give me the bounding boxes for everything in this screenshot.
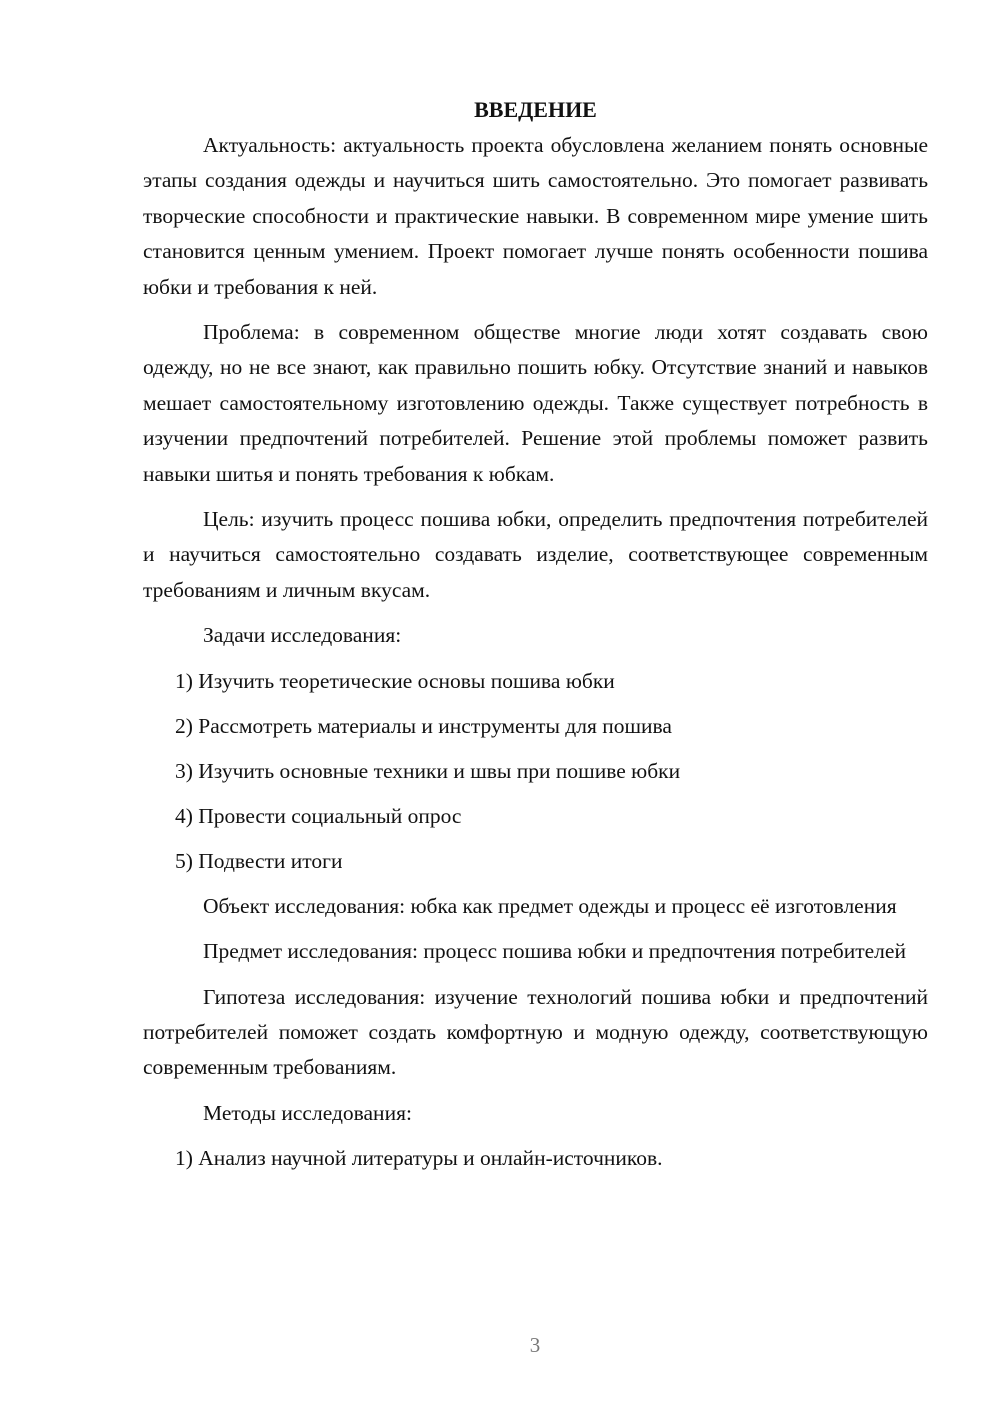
list-item: 5) Подвести итоги xyxy=(175,848,343,873)
section-heading: ВВЕДЕНИЕ xyxy=(474,97,597,122)
list-item: 2) Рассмотреть материалы и инструменты для пошива xyxy=(175,713,672,738)
list-item: 1) Изучить теоретические основы пошива юбки xyxy=(175,668,615,693)
methods-heading: Методы исследования: xyxy=(203,1100,412,1125)
methods-list xyxy=(143,1141,928,1176)
list-item: 1) Анализ научной литературы и онлайн-источников. xyxy=(175,1146,663,1171)
list-item: 4) Провести социальный опрос xyxy=(175,803,462,828)
tasks-list xyxy=(143,664,928,879)
tasks-heading: Задачи исследования: xyxy=(203,623,402,648)
paragraph-goal: Цель: изучить процесс пошива юбки, определить предпочтения потребителей и научиться самостоятельно создавать изделие, соответствующее современным требованиям и личным вкусам. xyxy=(143,507,928,602)
document-page xyxy=(143,93,928,1186)
page-number: 3 xyxy=(529,1333,541,1357)
list-item: 3) Изучить основные техники и швы при пошиве юбки xyxy=(175,758,681,783)
paragraph-relevance: Актуальность: актуальность проекта обусловлена желанием понять основные этапы создания одежды и научиться шить самостоятельно. Это помогает развивать творческие способности и практические навыки. В современном мире умение шить становится ценным умением. Проект помогает лучше понять особенности пошива юбки и требования к ней. xyxy=(143,133,928,299)
paragraph-object: Объект исследования: юбка как предмет одежды и процесс её изготовления xyxy=(203,893,897,918)
paragraph-subject: Предмет исследования: процесс пошива юбки и предпочтения потребителей xyxy=(203,939,906,964)
paragraph-hypothesis: Гипотеза исследования: изучение технологий пошива юбки и предпочтений потребителей поможет создать комфортную и модную одежду, соответствующую современным требованиям. xyxy=(143,984,928,1080)
paragraph-problem: Проблема: в современном обществе многие люди хотят создавать свою одежду, но не все знают, как правильно пошить юбку. Отсутствие знаний и навыков мешает самостоятельному изготовлению одежды. Также существует потребность в изучении предпочтений потребителей. Решение этой проблемы поможет развить навыки шитья и понять требования к юбкам. xyxy=(143,320,928,486)
